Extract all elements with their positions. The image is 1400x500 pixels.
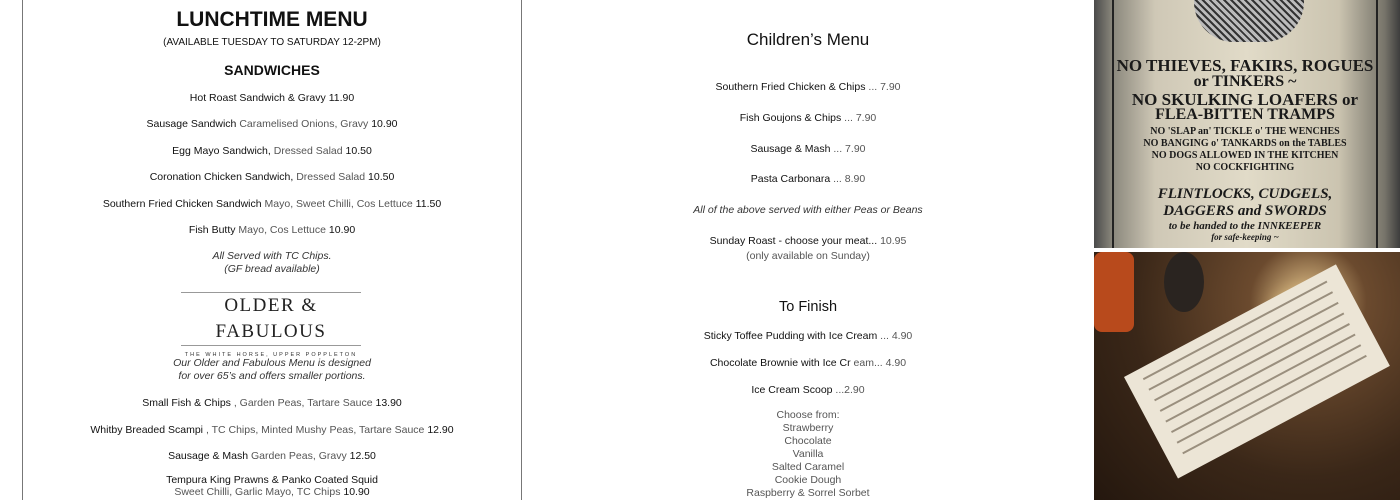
item-price: ... 4.90 [880, 330, 913, 342]
flavour-option: Salted Caramel [771, 461, 845, 473]
poster-line: FLINTLOCKS, CUDGELS, [1157, 186, 1333, 202]
dessert-item [522, 357, 1094, 370]
kids-menu-item [522, 112, 1094, 125]
item-name: Whitby Breaded Scampi [90, 423, 204, 436]
finish-title: To Finish [778, 299, 838, 315]
item-desc: Dressed Salad [296, 171, 366, 184]
dessert-item [522, 384, 1094, 397]
lunch-subtitle: (AVAILABLE TUESDAY TO SATURDAY 12-2PM) [163, 37, 381, 48]
item-name: Chocolate Brownie with Ice Cr [709, 357, 851, 369]
sides-note: All of the above served with either Peas or Beans [693, 204, 923, 216]
item-name: Small Fish & Chips [142, 397, 231, 409]
flavour-line [522, 409, 1094, 422]
poster-line: FLEA-BITTEN TRAMPS [1155, 106, 1335, 123]
item-desc: Caramelised Onions, Gravy [239, 118, 369, 131]
menu-item [23, 92, 521, 105]
item-name: Pasta Carbonara [750, 173, 831, 186]
flavour-line [522, 487, 1094, 500]
item-name: Sausage & Mash [750, 142, 831, 155]
menu-card-image [1124, 264, 1390, 478]
item-name: Fish Goujons & Chips [739, 111, 842, 124]
item-desc: , TC Chips, Minted Mushy Peas, Tartare Sauce [205, 423, 425, 436]
poster-line: to be handed to the INNKEEPER [1168, 220, 1322, 232]
item-price: eam... 4.90 [853, 357, 907, 369]
item-name: Sticky Toffee Pudding with Ice Cream [703, 330, 878, 342]
poster-line: or TINKERS ~ [1193, 73, 1297, 90]
item-name: Southern Fried Chicken & Chips [715, 81, 866, 93]
older-fabulous-logo [181, 292, 361, 358]
item-name: Hot Roast Sandwich & Gravy [189, 92, 326, 104]
lunchtime-menu-page [22, 0, 522, 500]
poster-line: NO 'SLAP an' TICKLE o' THE WENCHES [1150, 126, 1340, 137]
menu-item-tempura-desc [23, 486, 521, 499]
item-price: 10.50 [368, 171, 395, 184]
menu-item [23, 118, 521, 131]
poster-line: DAGGERS and SWORDS [1163, 203, 1327, 219]
item-price: 11.90 [328, 92, 355, 104]
flavour-option: Chocolate [784, 435, 832, 447]
poster-line: for safe-keeping ~ [1211, 232, 1279, 242]
choose-label: Choose from: [776, 409, 840, 421]
item-price: 10.90 [328, 224, 356, 236]
flavour-line [522, 422, 1094, 435]
flavour-option: Vanilla [792, 448, 824, 460]
flavour-option: Raspberry & Sorrel Sorbet [746, 487, 870, 499]
of-note-1: Our Older and Fabulous Menu is designed [173, 357, 371, 369]
logo-name: OLDER & FABULOUS [215, 295, 327, 342]
poster-line: NO COCKFIGHTING [1195, 162, 1295, 173]
poster-line: NO BANGING o' TANKARDS on the TABLES [1143, 138, 1347, 149]
item-price: 11.50 [415, 197, 442, 210]
poster-line: NO DOGS ALLOWED IN THE KITCHEN [1151, 150, 1339, 161]
item-desc: Dressed Salad [273, 144, 343, 157]
item-price: 13.90 [375, 397, 402, 409]
item-name: Tempura King Prawns & Panko Coated Squid [166, 474, 378, 486]
poster-photo [1094, 0, 1400, 248]
item-name: Sausage Sandwich [146, 118, 237, 131]
pepper-mill-image [1164, 252, 1204, 312]
item-price: 12.50 [349, 450, 376, 462]
children-title: Children’s Menu [746, 30, 870, 49]
kids-menu-item [522, 173, 1094, 186]
flavour-option: Cookie Dough [774, 474, 842, 486]
item-name: Southern Fried Chicken Sandwich [102, 197, 262, 210]
chips-note: All Served with TC Chips. [212, 250, 332, 262]
flavour-line [522, 461, 1094, 474]
item-price: 12.90 [427, 423, 454, 436]
tavern-rules-poster [1112, 0, 1378, 248]
menu-item [23, 224, 521, 237]
item-desc: Sweet Chilli, Garlic Mayo, TC Chips [174, 486, 341, 498]
section-sandwiches: SANDWICHES [224, 62, 320, 78]
poster-line: NO SKULKING LOAFERS or [1131, 90, 1359, 109]
item-desc: Garden Peas, Gravy [250, 450, 347, 462]
item-price: 10.90 [371, 118, 398, 131]
item-price: ... 7.90 [833, 142, 866, 155]
flavour-option: Strawberry [782, 422, 834, 434]
item-price: ... 8.90 [833, 173, 866, 186]
lunch-title: LUNCHTIME MENU [176, 8, 368, 31]
item-name: Coronation Chicken Sandwich, [149, 171, 294, 184]
item-price: 10.95 [880, 235, 907, 247]
kids-menu-item [522, 81, 1094, 94]
item-price: 10.90 [343, 486, 370, 498]
item-name: Egg Mayo Sandwich, [172, 144, 271, 157]
childrens-menu-page [522, 0, 1094, 500]
of-note-2: for over 65’s and offers smaller portions. [178, 370, 366, 382]
menu-item [23, 450, 521, 463]
item-price: ...2.90 [835, 384, 865, 396]
dessert-item [522, 330, 1094, 343]
poster-line: NO THIEVES, FAKIRS, ROGUES [1116, 56, 1374, 75]
item-desc: Mayo, Sweet Chilli, Cos Lettuce [264, 197, 413, 210]
menu-item [23, 397, 521, 410]
bottle-image [1094, 252, 1134, 332]
table-menu-photo [1094, 252, 1400, 500]
flavour-line [522, 435, 1094, 448]
menu-item [23, 171, 521, 184]
gf-note: (GF bread available) [224, 263, 320, 275]
menu-item-sunday-roast [522, 235, 1094, 248]
item-desc: Mayo, Cos Lettuce [238, 224, 326, 236]
item-name: Sausage & Mash [168, 450, 249, 462]
poster-illustration [1194, 0, 1304, 42]
flavour-line [522, 474, 1094, 487]
item-price: 10.50 [345, 144, 372, 157]
menu-text-line [1165, 323, 1350, 422]
kids-menu-item [522, 143, 1094, 156]
item-price: ... 7.90 [868, 81, 901, 93]
item-desc: , Garden Peas, Tartare Sauce [233, 397, 373, 409]
menu-item [23, 424, 521, 437]
menu-text-line [1154, 302, 1339, 401]
menu-text-line [1160, 312, 1345, 411]
logo-subtitle: THE WHITE HORSE, UPPER POPPLETON [184, 352, 358, 358]
menu-item [23, 145, 521, 158]
item-name: Sunday Roast - choose your meat... [709, 235, 878, 247]
item-name: Fish Butty [188, 224, 236, 236]
flavour-line [522, 448, 1094, 461]
item-name: Ice Cream Scoop [751, 384, 833, 396]
menu-item [23, 198, 521, 211]
sunday-note: (only available on Sunday) [746, 250, 870, 262]
item-price: ... 7.90 [844, 111, 877, 124]
